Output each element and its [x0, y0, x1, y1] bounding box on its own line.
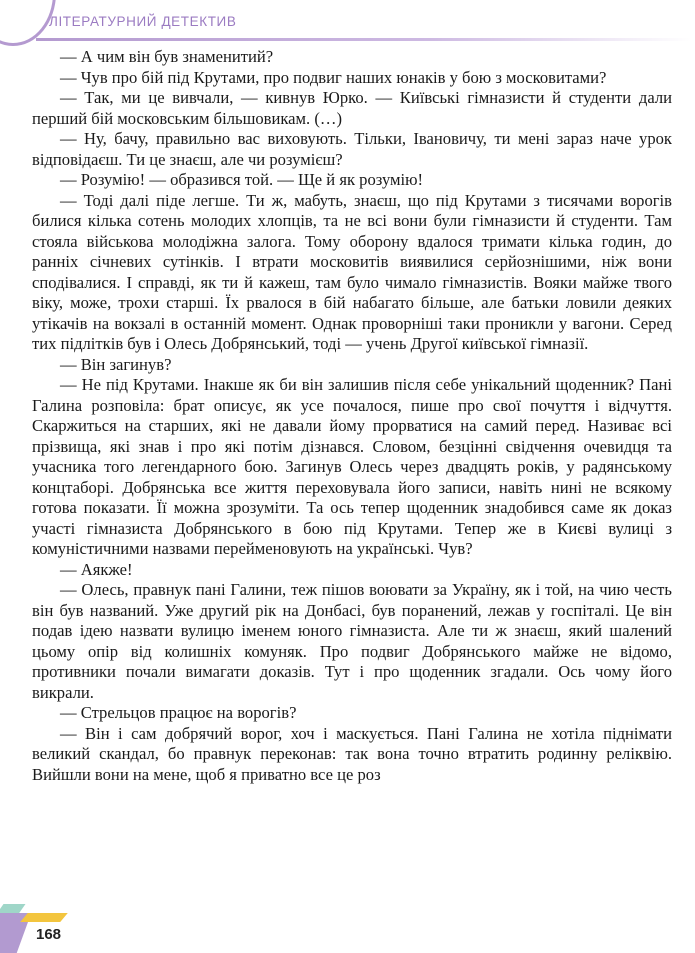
page-number: 168 — [36, 926, 62, 943]
paragraph: — Чув про бій під Крутами, про подвиг наших юнаків у бою з московитами? — [60, 67, 607, 87]
paragraph: — Ну, бачу, правильно вас виховують. Тільки, Івановичу, ти мені зараз наче урок відповідаєш. Ти це знаєш, але чи розумієш? — [32, 129, 672, 169]
header-rule — [36, 38, 691, 41]
paragraph: — Він і сам добрячий ворог, хоч і маскується. Пані Галина не хотіла піднімати великий скандал, бо правнук переконав: так вона точно втратить родинну реліквію. Вийшли вони на мене, щоб я приватно все це роз — [32, 723, 672, 784]
paragraph: — Стрельцов працює на ворогів? — [60, 703, 297, 722]
paragraph: — Не під Крутами. Інакше як би він залишив після себе унікальний щоденник? Пані Галина розповіла: брат описує, як усе почалося, пише про свої почуття і відчуття. Скаржиться на старших, які не давали йому прорватися на самий перед. Називає всі прізвища, які знав і про які потім дізнався. Словом, безцінні свідчення очевидця та учасника того легендарного бою. Загинув Олесь через двадцять років, у радянському концтаборі. Добрянська все життя переховувала його записи, навіть нині не всякому готова показати. Її можна зрозуміти. Та ось тепер щоденник знадобився саме як доказ участі гімназиста Добрянського в бою під Крутами. Тепер же в Києві вулиці з комуністичними назвами перейменовують на українські. Чув? — [32, 375, 672, 558]
paragraph: — Він загинув? — [60, 354, 172, 374]
paragraph: — Аякже! — [60, 559, 133, 579]
paragraph: — Розумію! — образився той. — Ще й як розумію! — [60, 170, 424, 189]
paragraph: — Олесь, правнук пані Галини, теж пішов воювати за Україну, як і той, на чию честь він був названий. Уже другий рік на Донбасі, був поранений, лежав у госпіталі. Це він подав ідею назвати вулицю іменем юного гімназиста. Але ти ж знаєш, який шалений цьому опір від колишніх комуняк. Про подвиг Добрянського майже не відомо, противники почали вимагати доказів. Тут і про щоденник згадали. Ось чому його викрали. — [32, 580, 672, 702]
running-header-title: ЛІТЕРАТУРНИЙ ДЕТЕКТИВ — [49, 14, 237, 29]
page-body-text — [32, 47, 672, 785]
footer-decor-yellow — [20, 913, 68, 922]
paragraph: — Так, ми це вивчали, — кивнув Юрко. — Київські гімназисти й студенти дали перший бій московським більшовикам. (…) — [32, 88, 672, 128]
paragraph: — Тоді далі піде легше. Ти ж, мабуть, знаєш, що під Крутами з тисячами ворогів билися кілька сотень молодих хлопців, та не всі вони були гімназисти й студенти. Там стояла військова молодіжна залога. Тому оборону вдалося тримати кілька годин, до ранніх січневих сутінків. І втрати московитів виявилися серйознішими, ніж вони сподівалися. І справді, як ти й кажеш, там було чимало гімназистів. Вояки майже твого віку, може, трохи старші. Їх рвалося в бій набагато більше, але батьки ловили деяких утікачів на вокзалі в останній момент. Однак проворніші таки проникли у вагони. Серед тих підлітків був і Олесь Добрянський, тоді — учень Другої київської гімназії. — [32, 190, 672, 353]
paragraph: — А чим він був знаменитий? — [60, 47, 274, 66]
